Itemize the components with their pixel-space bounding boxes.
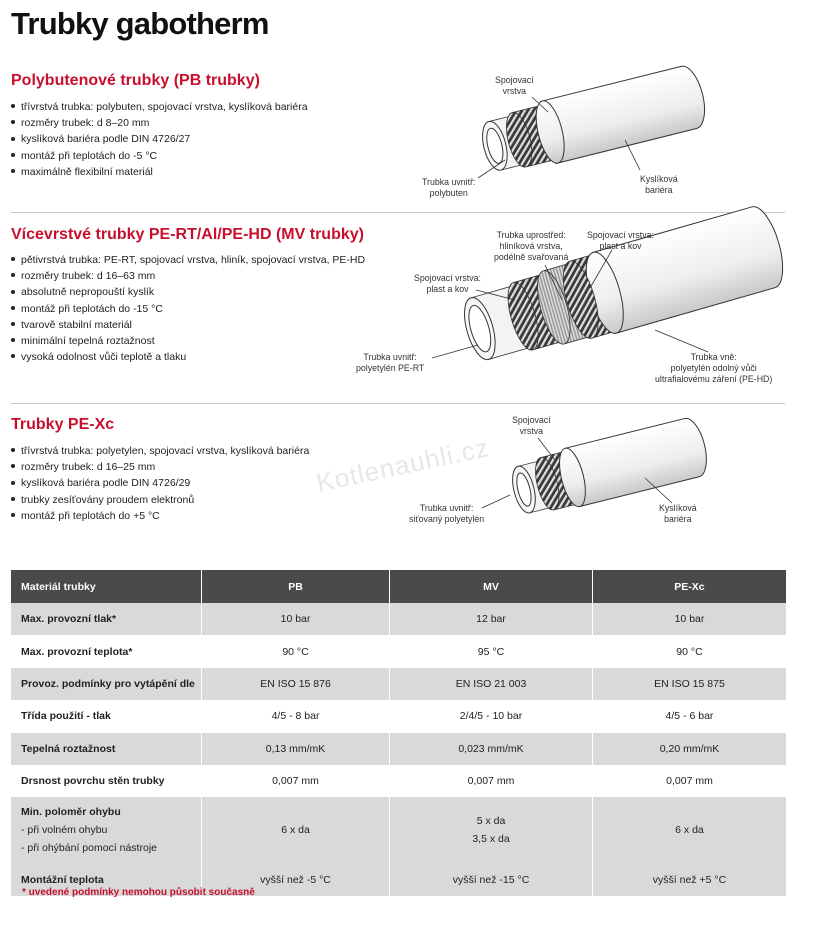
list-item: montáž při teplotách do -5 °C (11, 148, 308, 164)
callout-spojovaci-vrstva: Spojovací vrstva (495, 75, 534, 96)
table-row (11, 603, 786, 635)
table-cell: 90 °C (202, 635, 390, 667)
watermark: Kotlenauhli.cz (313, 432, 492, 498)
callout-spojovaci-vrstva-left: Spojovací vrstva: plast a kov (414, 273, 481, 294)
table-cell: 6 x da (202, 797, 390, 863)
section-title-pex: Trubky PE-Xc (11, 416, 115, 433)
list-item: vysoká odolnost vůči teplotě a tlaku (11, 349, 365, 365)
table-cell: 4/5 - 6 bar (592, 700, 786, 732)
list-item: kyslíková bariéra podle DIN 4726/27 (11, 131, 308, 147)
header-pb: PB (202, 570, 390, 603)
row-label: Tepelná roztažnost (11, 733, 202, 765)
footnote: * uvedené podmínky nemohou působit současně (22, 887, 255, 898)
table-cell: vyšší než -5 °C (202, 863, 390, 895)
table-cell: 2/4/5 - 10 bar (390, 700, 593, 732)
list-item: tvarově stabilní materiál (11, 317, 365, 333)
table-cell: 0,13 mm/mK (202, 733, 390, 765)
list-item: rozměry trubek: d 8–20 mm (11, 115, 308, 131)
table-cell: 10 bar (592, 603, 786, 635)
header-material: Materiál trubky (11, 570, 202, 603)
row-label: Třída použití - tlak (11, 700, 202, 732)
section-title-pb: Polybutenové trubky (PB trubky) (11, 72, 260, 89)
list-item: minimální tepelná roztažnost (11, 333, 365, 349)
list-item: trubky zesíťovány proudem elektronů (11, 492, 309, 508)
callout-line (432, 345, 478, 358)
table-header-row (11, 570, 786, 603)
list-item: montáž při teplotách do -15 °C (11, 301, 365, 317)
callout-trubka-uvnitr: Trubka uvnitř: polyetylén PE-RT (356, 352, 425, 373)
table-cell: vyšší než +5 °C (592, 863, 786, 895)
callout-trubka-uprostred: Trubka uprostřed: hliníková vrstva, podélně svařovaná (494, 230, 569, 262)
callout-trubka-uvnitr: Trubka uvnitř: polybuten (422, 177, 476, 198)
page-title: Trubky gabotherm (11, 6, 269, 41)
table-row (11, 668, 786, 700)
table-cell: 10 bar (202, 603, 390, 635)
header-pex: PE-Xc (592, 570, 786, 603)
callout-line (655, 330, 708, 352)
table-cell: EN ISO 21 003 (390, 668, 593, 700)
callout-trubka-uvnitr: Trubka uvnitř: siťovaný polyetylén (409, 503, 485, 524)
table-cell: 6 x da (592, 797, 786, 863)
table-cell: vyšší než -15 °C (390, 863, 593, 895)
list-item: třívrstvá trubka: polyetylen, spojovací vrstva, kyslíková bariéra (11, 443, 309, 459)
table-cell: 12 bar (390, 603, 593, 635)
table-cell: 0,007 mm (202, 765, 390, 797)
table-cell: 4/5 - 8 bar (202, 700, 390, 732)
table-cell: 0,20 mm/mK (592, 733, 786, 765)
callout-kyslikova-bariera: Kyslíková bariéra (659, 503, 697, 524)
row-label: Max. provozní teplota* (11, 635, 202, 667)
list-item: pětivrstvá trubka: PE-RT, spojovací vrstva, hliník, spojovací vrstva, PE-HD (11, 252, 365, 268)
list-item: rozměry trubek: d 16–25 mm (11, 459, 309, 475)
list-item: montáž při teplotách do +5 °C (11, 508, 309, 524)
row-label: Montážní teplota (11, 863, 202, 895)
list-item: třívrstvá trubka: polybuten, spojovací vrstva, kyslíková bariéra (11, 99, 308, 115)
spec-table (11, 570, 786, 896)
table-cell: 0,007 mm (390, 765, 593, 797)
table-row (11, 635, 786, 667)
table-row-bend-radius (11, 797, 786, 863)
table-cell: 90 °C (592, 635, 786, 667)
table-cell: 95 °C (390, 635, 593, 667)
table-row (11, 765, 786, 797)
row-label: Max. provozní tlak* (11, 603, 202, 635)
callout-line (482, 495, 510, 508)
callout-trubka-vne: Trubka vně: polyetylén odolný vůči ultrafialovému záření (PE-HD) (655, 352, 773, 384)
list-item: rozměry trubek: d 16–63 mm (11, 268, 365, 284)
table-row (11, 733, 786, 765)
row-label: Drsnost povrchu stěn trubky (11, 765, 202, 797)
section-title-mv: Vícevrstvé trubky PE-RT/Al/PE-HD (MV trubky) (11, 226, 364, 243)
callout-spojovaci-vrstva-top: Spojovací vrstva: plast a kov (587, 230, 654, 251)
list-item: kyslíková bariéra podle DIN 4726/29 (11, 475, 309, 491)
row-label: Min. poloměr ohybu - při volném ohybu - při ohýbání pomocí nástroje (11, 797, 202, 863)
header-mv: MV (390, 570, 593, 603)
table-cell: 0,007 mm (592, 765, 786, 797)
callout-kyslikova-bariera: Kyslíková bariéra (640, 174, 678, 195)
list-item: absolutně nepropouští kyslík (11, 284, 365, 300)
table-cell: EN ISO 15 876 (202, 668, 390, 700)
callout-spojovaci-vrstva: Spojovací vrstva (512, 415, 551, 436)
table-row (11, 700, 786, 732)
table-cell: 0,023 mm/mK (390, 733, 593, 765)
table-cell: 5 x da 3,5 x da (390, 797, 593, 863)
row-label: Provoz. podmínky pro vytápění dle (11, 668, 202, 700)
table-cell: EN ISO 15 875 (592, 668, 786, 700)
pipe-diagram-mv (456, 203, 791, 373)
list-item: maximálně flexibilní materiál (11, 164, 308, 180)
